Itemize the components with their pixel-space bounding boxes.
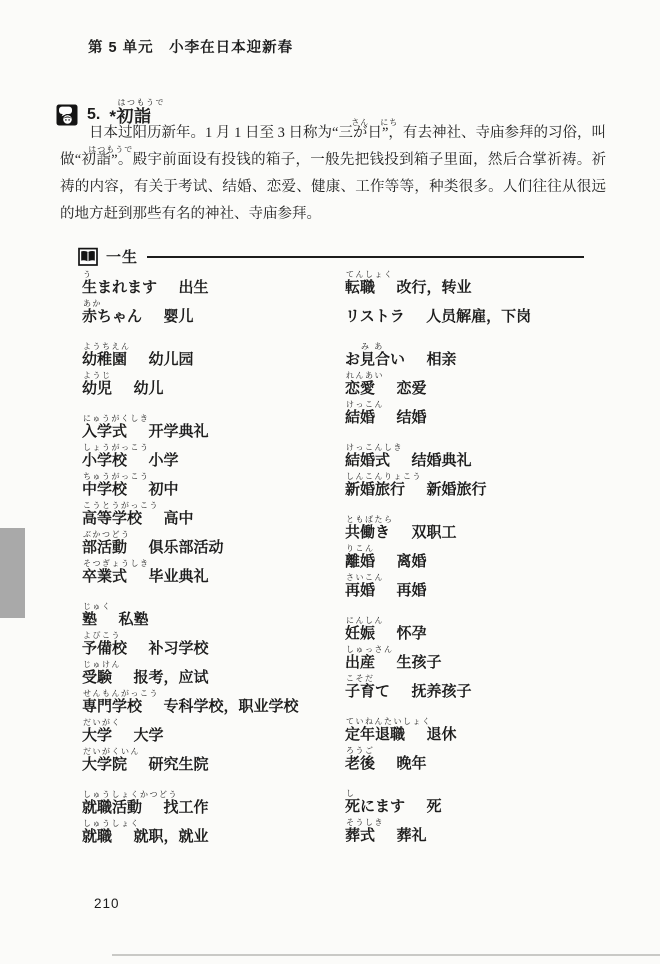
chinese-translation: 葬礼 [396, 827, 427, 844]
furigana: み あ [361, 342, 384, 351]
japanese-word [82, 559, 150, 585]
vocab-section-title: 一生 [106, 249, 139, 266]
vocab-entry [82, 817, 342, 846]
vocab-entry [82, 412, 342, 441]
chinese-translation: 退休 [426, 726, 457, 743]
chinese-translation: 幼儿园 [148, 351, 194, 368]
chinese-translation: 研究生院 [148, 756, 209, 773]
vocab-entry [82, 557, 342, 586]
word-base: 部活動 [82, 539, 128, 556]
intro-text: 日 [367, 125, 382, 141]
japanese-word [345, 308, 405, 325]
vocab-entry [82, 788, 342, 817]
word-base: 幼児 [82, 380, 113, 397]
word-base: 離婚 [345, 553, 376, 570]
word-base: 共働 [345, 524, 376, 541]
chinese-translation: 初中 [148, 481, 179, 498]
furigana: けっこん [346, 400, 384, 409]
word-base: 恋愛 [345, 380, 376, 397]
vocab-entry [82, 297, 342, 326]
furigana: ていねんたいしょく [346, 717, 432, 726]
word-base: 結婚 [345, 409, 376, 426]
vocab-entry [345, 787, 635, 816]
word-base: 死 [345, 798, 361, 815]
japanese-word [82, 718, 121, 744]
intro-text: ”，有去神社、寺庙参拜的习俗，叫做“ [60, 125, 607, 168]
japanese-word [82, 790, 178, 816]
japanese-word [345, 515, 394, 541]
word-base: 新婚旅行 [345, 481, 406, 498]
japanese-word [345, 443, 403, 469]
vocab-entry [82, 369, 342, 398]
furigana: じゅけん [83, 660, 121, 669]
furigana: そつぎょうしき [83, 559, 150, 568]
vocab-entry [82, 499, 342, 528]
word-tail: き [375, 524, 391, 541]
furigana: こそだ [346, 674, 375, 683]
word-base: 就職活動 [82, 799, 143, 816]
section-title-star: * [109, 107, 117, 126]
furigana: そうしき [346, 818, 384, 827]
word-base: 専門学校 [82, 698, 143, 715]
vocab-group [345, 268, 635, 326]
vocab-entry [345, 643, 635, 672]
vocab-group [82, 788, 342, 846]
word-base: 子育 [345, 683, 376, 700]
chinese-translation: 晚年 [396, 755, 427, 772]
chinese-translation: 开学典礼 [148, 423, 209, 440]
furigana: こうとうがっこう [83, 501, 159, 510]
vocab-entry [82, 600, 342, 629]
furigana: ようちえん [83, 342, 131, 351]
japanese-word [82, 747, 140, 773]
word-base: 小学校 [82, 452, 128, 469]
chinese-translation: 抚养孩子 [411, 683, 472, 700]
page-edge-tab [0, 528, 25, 618]
word-tail: にます [360, 798, 406, 815]
vocab-entry [82, 268, 342, 297]
vocab-group [82, 268, 342, 326]
furigana: ちゅうがっこう [83, 472, 150, 481]
chinese-translation: 生孩子 [396, 654, 442, 671]
furigana: せんもんがっこう [83, 689, 159, 698]
furigana: しゅうしょくかつどう [83, 790, 178, 799]
intro-text: 初詣 [81, 152, 112, 168]
japanese-word [345, 270, 394, 296]
vocab-entry [345, 268, 635, 297]
vocab-entry [82, 629, 342, 658]
furigana: てんしょく [346, 270, 394, 279]
word-base: 出産 [345, 654, 376, 671]
intro-text: 日本过阳历新年。1 月 1 日至 3 日称为“ [89, 125, 339, 141]
vocab-column-left [82, 268, 342, 860]
word-tail: ちゃん [97, 308, 143, 325]
vocab-entry [345, 571, 635, 600]
word-base: 再婚 [345, 582, 376, 599]
word-base: 中学校 [82, 481, 128, 498]
vocab-entry [345, 398, 635, 427]
japanese-word [82, 270, 158, 296]
furigana: にんしん [346, 616, 384, 625]
intro-text: ”。殿宇前面设有投钱的箱子，一般先把钱投到箱子里面，然后合掌祈祷。祈祷的内容，有关于考试、结婚、恋爱、健康、工作等等，种类很多。人们往往从很远的地方赶到那些有名的神社、寺庙参拜。 [60, 152, 607, 222]
japanese-word [345, 674, 391, 700]
chinese-translation: 私塾 [118, 611, 149, 628]
word-base: 葬式 [345, 827, 376, 844]
japanese-word [345, 544, 376, 570]
vocab-group [82, 412, 342, 586]
chinese-translation: 怀孕 [396, 625, 427, 642]
chinese-translation: 高中 [163, 510, 194, 527]
intro-block [60, 117, 607, 228]
vocab-group [345, 614, 635, 701]
divider-line [147, 256, 584, 258]
intro-text: 三 [338, 125, 353, 141]
chinese-translation: 新婚旅行 [426, 481, 487, 498]
chinese-translation: 离婚 [396, 553, 427, 570]
furigana: さいこん [346, 573, 384, 582]
chinese-translation: 小学 [148, 452, 179, 469]
vocab-entry [345, 369, 635, 398]
furigana: しゅうしょく [83, 819, 140, 828]
chinese-translation: 改行，转业 [396, 279, 472, 296]
vocab-entry [82, 470, 342, 499]
vocab-entry [82, 528, 342, 557]
inline-furigana: はつもうで [88, 144, 134, 154]
chinese-translation: 结婚典礼 [411, 452, 472, 469]
vocab-entry [345, 513, 635, 542]
chinese-translation: 双职工 [411, 524, 457, 541]
furigana: しゅっさん [346, 645, 394, 654]
japanese-word [345, 645, 394, 671]
word-base: 大学 [82, 727, 113, 744]
furigana: だいがくいん [83, 747, 140, 756]
japanese-word [82, 414, 150, 440]
furigana: し [346, 789, 356, 798]
chinese-translation: 相亲 [426, 351, 457, 368]
vocab-group [82, 340, 342, 398]
japanese-word [82, 660, 121, 686]
vocab-entry [345, 614, 635, 643]
chinese-translation: 再婚 [396, 582, 427, 599]
japanese-word [82, 501, 159, 527]
vocab-group [345, 340, 635, 427]
word-base: 定年退職 [345, 726, 406, 743]
inline-furigana: にち [380, 117, 399, 127]
intro-text: が [352, 125, 368, 141]
word-base: 塾 [82, 611, 98, 628]
chinese-translation: 补习学校 [148, 640, 209, 657]
section-title-furigana: はつもうで [117, 98, 165, 107]
japanese-word [82, 602, 112, 628]
chinese-translation: 幼儿 [133, 380, 164, 397]
vocab-section-header [78, 246, 584, 267]
japanese-word [345, 616, 384, 642]
vocab-entry [82, 716, 342, 745]
chinese-translation: 专科学校，职业学校 [163, 698, 299, 715]
japanese-word [82, 443, 150, 469]
word-base: 見合 [360, 351, 391, 368]
chinese-translation: 毕业典礼 [148, 568, 209, 585]
chinese-translation: 恋爱 [396, 380, 427, 397]
word-base: 結婚式 [345, 452, 391, 469]
word-base: 大学院 [82, 756, 128, 773]
chinese-translation: 人员解雇，下岗 [426, 308, 532, 325]
chinese-translation: 找工作 [163, 799, 209, 816]
word-base: 生 [82, 279, 98, 296]
vocab-entry [82, 340, 342, 369]
furigana: あか [83, 299, 102, 308]
vocab-entry [345, 297, 635, 326]
vocab-entry [345, 715, 635, 744]
chinese-translation: 出生 [178, 279, 209, 296]
word-base: 入学式 [82, 423, 128, 440]
word-base: リストラ [345, 308, 405, 325]
word-base: 転職 [345, 279, 376, 296]
word-tail: て [375, 683, 391, 700]
vocab-entry [82, 745, 342, 774]
page-number: 210 [94, 896, 120, 911]
vocab-entry [345, 816, 635, 845]
word-base: 幼稚園 [82, 351, 128, 368]
japanese-word [345, 342, 406, 368]
furigana: ろうご [346, 746, 375, 755]
word-prefix: お [345, 351, 361, 368]
vocab-entry [345, 542, 635, 571]
japanese-word [345, 818, 384, 844]
vocab-group [345, 441, 635, 499]
japanese-word [82, 342, 131, 368]
vocab-entry [82, 687, 342, 716]
furigana: にゅうがくしき [83, 414, 150, 423]
chinese-translation: 俱乐部活动 [148, 539, 224, 556]
furigana: りこん [346, 544, 375, 553]
word-base: 就職 [82, 828, 113, 845]
japanese-word [345, 789, 406, 815]
word-base: 妊娠 [345, 625, 376, 642]
furigana: けっこんしき [346, 443, 403, 452]
japanese-word [345, 371, 384, 397]
chinese-translation: 婴儿 [163, 308, 194, 325]
word-tail: まれます [97, 279, 158, 296]
intro-paragraph [60, 117, 607, 228]
vocab-entry [82, 658, 342, 687]
chinese-translation: 大学 [133, 727, 164, 744]
vocab-entry [345, 441, 635, 470]
vocab-group [345, 715, 635, 773]
word-base: 老後 [345, 755, 376, 772]
japanese-word [82, 819, 140, 845]
furigana: しんこんりょこう [346, 472, 422, 481]
vocab-group [345, 513, 635, 600]
chinese-translation: 结婚 [396, 409, 427, 426]
furigana: ぶかつどう [83, 530, 131, 539]
vocab-entry [345, 744, 635, 773]
furigana: よびこう [83, 631, 121, 640]
section-title-text: 初詣 [116, 107, 152, 126]
chinese-translation: 就职，就业 [133, 828, 209, 845]
word-base: 予備校 [82, 640, 128, 657]
open-book-icon [78, 247, 98, 267]
furigana: れんあい [346, 371, 384, 380]
vocab-column-right [345, 268, 635, 859]
word-tail: い [390, 351, 406, 368]
furigana: しょうがっこう [83, 443, 150, 452]
japanese-word [82, 530, 131, 556]
chinese-translation: 死 [426, 798, 442, 815]
vocab-entry [345, 672, 635, 701]
furigana: ようじ [83, 371, 112, 380]
furigana: だいがく [83, 718, 121, 727]
word-base: 受験 [82, 669, 113, 686]
section-number: 5. [87, 105, 101, 123]
vocab-group [82, 600, 342, 774]
word-base: 高等学校 [82, 510, 143, 527]
vocab-entry [82, 441, 342, 470]
furigana: う [83, 270, 93, 279]
japanese-word [345, 717, 432, 743]
japanese-word [82, 472, 150, 498]
vocab-group [345, 787, 635, 845]
chinese-translation: 报考，应试 [133, 669, 209, 686]
inline-furigana: さん [351, 117, 370, 127]
japanese-word [82, 371, 113, 397]
page-bottom-shadow [112, 954, 660, 956]
japanese-word [82, 689, 159, 715]
japanese-word [345, 573, 384, 599]
vocab-entry [345, 340, 635, 369]
vocab-entry [345, 470, 635, 499]
furigana: ともばたら [346, 515, 394, 524]
japanese-word [345, 472, 422, 498]
japanese-word [82, 299, 143, 325]
japanese-word [345, 400, 384, 426]
furigana: じゅく [83, 602, 112, 611]
japanese-word [82, 631, 128, 657]
japanese-word [345, 746, 376, 772]
unit-header: 第 5 单元 小李在日本迎新春 [88, 40, 294, 56]
word-base: 赤 [82, 308, 98, 325]
word-base: 卒業式 [82, 568, 128, 585]
